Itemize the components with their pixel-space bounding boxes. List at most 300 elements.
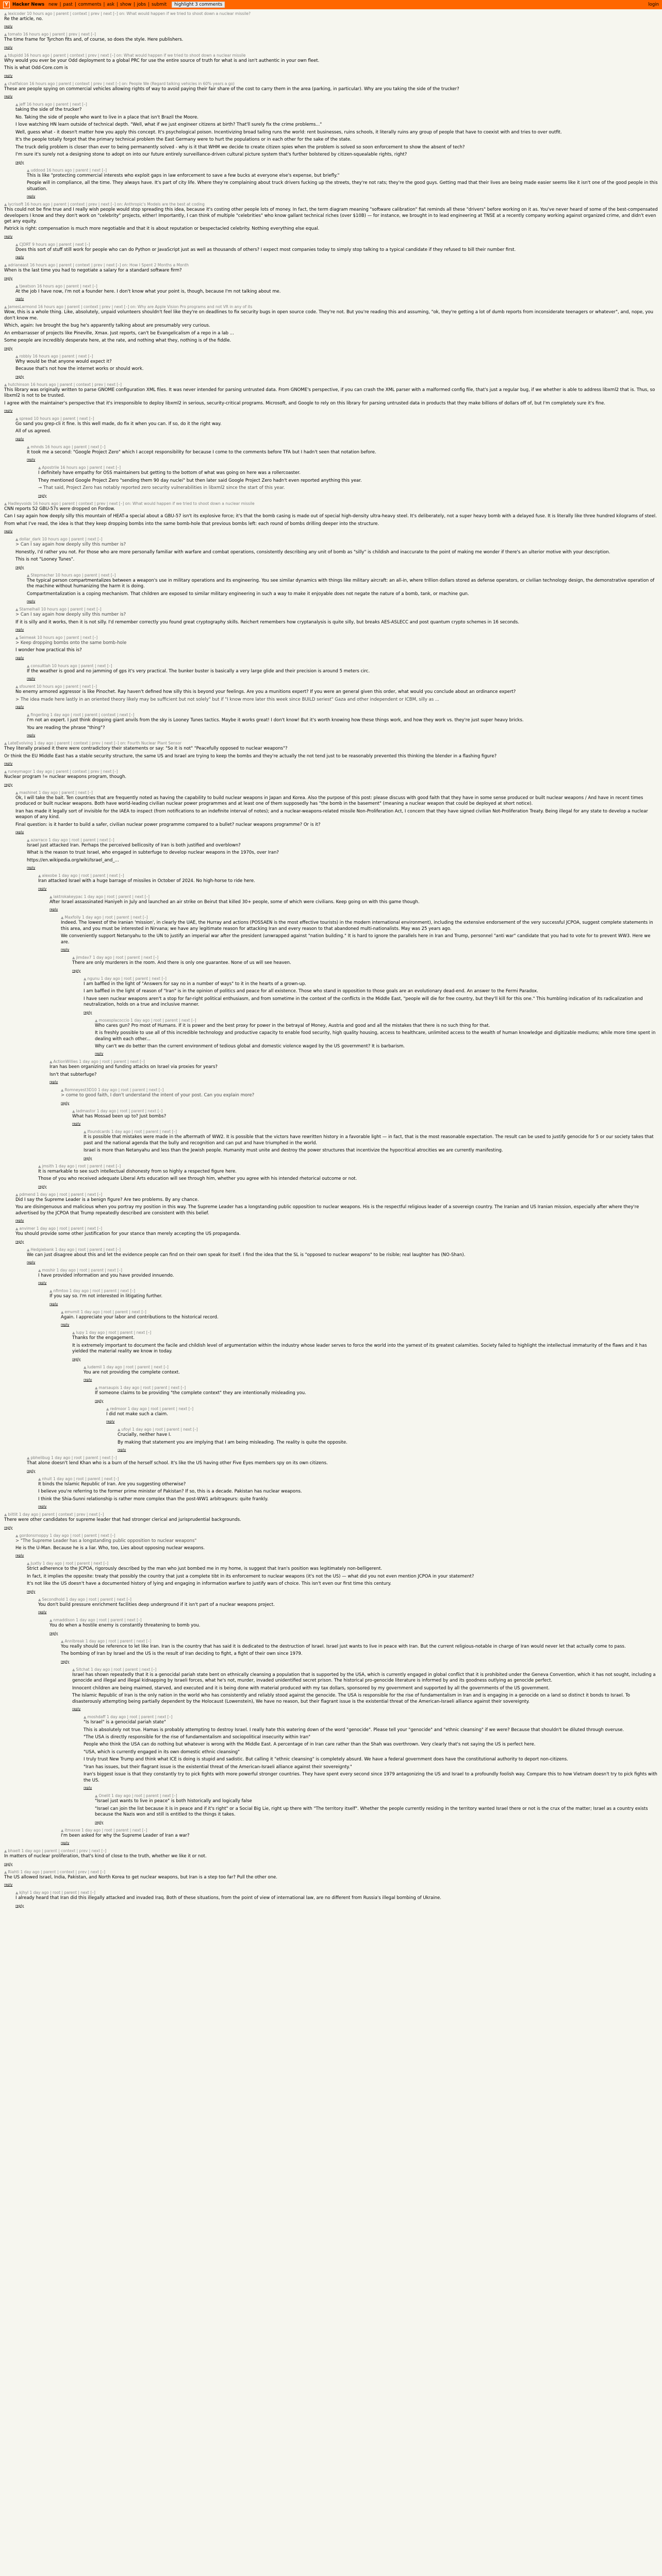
- comment-text: [72, 1114, 658, 1120]
- comment-meta[interactable]: [38, 1477, 658, 1481]
- comment-meta[interactable]: [95, 1793, 658, 1798]
- reply-link[interactable]: reply: [15, 1553, 24, 1558]
- comment-paragraph: The bombing of Iran by Israel and the US is the result of Iran deciding to fight, a fight of their own since 1979.: [61, 1651, 303, 1657]
- comment-paragraph: You really should be reference to let like Iran. Iran is the country that has said it is dedicated to the destruction of Israel. Israel just wants to live in peace with Iran. But the current religious-notable in charge of Iran would never let that actually come to pass.: [61, 1643, 626, 1649]
- comment-meta[interactable]: [15, 684, 658, 689]
- reply-link[interactable]: reply: [49, 907, 58, 912]
- comment-paragraph: Patrick is right: compensation is much more negotiable and that it is about reputation or bespectacled celebrity. Nothing everything else equal.: [4, 226, 320, 232]
- reply-link[interactable]: reply: [15, 1218, 24, 1223]
- comment-meta-text: mashinet 1 day ago | parent | next [–]: [19, 790, 93, 795]
- reply-link[interactable]: reply: [4, 782, 13, 787]
- upvote-arrow-icon[interactable]: ▲: [4, 501, 7, 506]
- comment-paragraph: Re the article, no.: [4, 16, 43, 22]
- reply-link[interactable]: reply: [49, 1301, 58, 1306]
- reply-link[interactable]: reply: [106, 1419, 115, 1424]
- nav-link-3[interactable]: ask: [107, 2, 114, 7]
- comment: [15, 537, 658, 569]
- comment-meta[interactable]: [27, 713, 658, 717]
- upvote-arrow-icon[interactable]: ▲: [61, 1310, 64, 1314]
- reply-link[interactable]: reply: [72, 1122, 81, 1126]
- nav-link-4[interactable]: show: [120, 2, 131, 7]
- reply-link[interactable]: reply: [95, 1820, 104, 1824]
- nav-link-5[interactable]: jobs: [137, 2, 146, 7]
- comment: [49, 1618, 658, 1635]
- comment: [15, 1192, 658, 1223]
- upvote-arrow-icon[interactable]: ▲: [106, 1406, 109, 1411]
- comment-paragraph: We can just disagree about this and let the evidence people can find on their own speak for itself. I find the idea that the SL is "opposed to nuclear weapons" to be risible; real laughter has (NO-Shan).: [27, 1252, 466, 1258]
- reply-link[interactable]: reply: [118, 1448, 126, 1452]
- comment-meta[interactable]: [4, 32, 658, 37]
- comment-meta-text: Annlbreak 1 day ago | root | parent | next [–]: [64, 1638, 152, 1643]
- reply-link[interactable]: reply: [4, 24, 13, 29]
- comment-meta[interactable]: [118, 1427, 658, 1432]
- reply-link[interactable]: reply: [72, 1707, 81, 1711]
- comment-meta[interactable]: [72, 1667, 658, 1672]
- comment-text: [15, 1895, 658, 1901]
- comment-meta[interactable]: [15, 242, 658, 247]
- upvote-arrow-icon[interactable]: ▲: [84, 1365, 87, 1369]
- comment-meta[interactable]: [4, 1512, 658, 1517]
- comment-meta[interactable]: [15, 1226, 658, 1231]
- comment-paragraph: From what I've read, the idea is that they keep dropping bombs into the same bomb-hole that previous bombs left: each round of bombs drilling deeper into the structure.: [4, 521, 379, 527]
- site-logo-icon[interactable]: Y: [3, 2, 10, 8]
- upvote-arrow-icon[interactable]: ▲: [49, 894, 53, 899]
- comment-meta-text: Sitchat 1 day ago | root | parent | next [–]: [76, 1667, 157, 1672]
- upvote-arrow-icon[interactable]: ▲: [49, 1060, 53, 1064]
- comment-meta[interactable]: [84, 976, 658, 981]
- comment-meta[interactable]: [15, 1192, 658, 1197]
- comment-meta[interactable]: [95, 1385, 658, 1390]
- upvote-arrow-icon[interactable]: ▲: [72, 956, 75, 960]
- comment-meta[interactable]: [4, 53, 658, 58]
- upvote-arrow-icon[interactable]: ▲: [4, 770, 7, 774]
- reply-link[interactable]: reply: [49, 1631, 58, 1635]
- reply-link[interactable]: reply: [4, 1883, 13, 1887]
- upvote-arrow-icon[interactable]: ▲: [38, 466, 41, 470]
- reply-link[interactable]: reply: [15, 1239, 24, 1244]
- comment-text: [4, 16, 658, 22]
- comment-meta[interactable]: [27, 664, 658, 668]
- upvote-arrow-icon[interactable]: ▲: [27, 838, 30, 842]
- reply-link[interactable]: reply: [27, 599, 36, 604]
- reply-link[interactable]: reply: [84, 1156, 92, 1160]
- comment-meta[interactable]: [4, 769, 658, 774]
- reply-link[interactable]: reply: [61, 1659, 70, 1664]
- comment-paragraph: → That said, Project Zero has notably reported zero security vulnerabilities in libxml2 since the start of this year.: [38, 485, 285, 491]
- comment-paragraph: "USA, which is currently engaged in its own domestic ethnic cleansing": [84, 1749, 240, 1755]
- comment-meta[interactable]: [4, 263, 658, 267]
- comment-meta[interactable]: [4, 1870, 658, 1874]
- comment: [84, 1129, 658, 1160]
- reply-link[interactable]: reply: [27, 733, 36, 738]
- comment-paragraph: This is not "Looney Tunes".: [15, 557, 75, 563]
- reply-link[interactable]: reply: [27, 866, 36, 870]
- comment-meta[interactable]: [106, 1406, 658, 1411]
- comment-meta-text: laktrokakeypac 1 day ago | root | parent | next [–]: [53, 894, 150, 899]
- upvote-arrow-icon[interactable]: ▲: [15, 685, 19, 689]
- comment-meta-text: Seimeak 10 hours ago | parent | next [–]: [19, 635, 98, 640]
- reply-link[interactable]: reply: [27, 457, 36, 462]
- comment-paragraph: The Islamic Republic of Iran is the only nation in the world who has consistently and reliably stood against the genocide. The USA is responsible for the rise of fundamentalism in Iran and is engaging in a genocide on a land so distinct it bonds to Israel. To disasterously attempting being partially dependent by the Holocaust (Lowenstein), We have no reason, but their flagrant issue is the existential threat of the American-Israeli alliance against their sovereignty.: [72, 1693, 630, 1704]
- comment-meta[interactable]: [49, 894, 658, 899]
- reply-link[interactable]: reply: [49, 1080, 58, 1084]
- reply-link[interactable]: reply: [4, 346, 13, 350]
- upvote-arrow-icon[interactable]: ▲: [15, 1227, 19, 1231]
- upvote-arrow-icon[interactable]: ▲: [61, 1828, 64, 1833]
- upvote-arrow-icon[interactable]: ▲: [38, 1597, 41, 1602]
- upvote-arrow-icon[interactable]: ▲: [4, 202, 7, 207]
- reply-link[interactable]: reply: [61, 1841, 70, 1845]
- upvote-arrow-icon[interactable]: ▲: [15, 607, 19, 612]
- upvote-arrow-icon[interactable]: ▲: [15, 1192, 19, 1197]
- reply-link[interactable]: reply: [84, 1378, 92, 1382]
- upvote-arrow-icon[interactable]: ▲: [15, 1533, 19, 1538]
- site-name[interactable]: Hacker News: [12, 2, 45, 7]
- upvote-arrow-icon[interactable]: ▲: [72, 1109, 75, 1113]
- comment-text: [4, 310, 658, 344]
- comment: [95, 1793, 658, 1824]
- upvote-arrow-icon[interactable]: ▲: [38, 1268, 41, 1273]
- reply-link[interactable]: reply: [4, 73, 13, 78]
- upvote-arrow-icon[interactable]: ▲: [84, 1715, 87, 1720]
- upvote-arrow-icon[interactable]: ▲: [84, 976, 87, 981]
- comment-paragraph: You should provide some other justification for your stance than merely accepting the US propaganda.: [15, 1231, 241, 1237]
- upvote-arrow-icon[interactable]: ▲: [4, 263, 7, 268]
- comment-paragraph: Go sand you grep-cli it fine. Is this well made, do fix it when you can. If so, do it the right way.: [15, 421, 222, 427]
- upvote-arrow-icon[interactable]: ▲: [4, 1870, 7, 1874]
- comment-meta-text: lexicoder 10 hours ago | parent | context | prev | next [–] on: What would happen if we tried to shoot down a nuclear missile?: [8, 11, 251, 16]
- comment-meta-text: jimdav7 1 day ago | root | parent | next [–]: [76, 955, 159, 960]
- reply-link[interactable]: reply: [15, 565, 24, 569]
- upvote-arrow-icon[interactable]: ▲: [27, 445, 30, 449]
- upvote-arrow-icon[interactable]: ▲: [95, 1018, 98, 1023]
- upvote-arrow-icon[interactable]: ▲: [15, 1891, 19, 1895]
- comment-meta-text: hutchinson 16 hours ago | parent | context | prev | next [–]: [8, 382, 122, 387]
- comment-paragraph: I agree with the maintainer's perspective that it's irresponsible to deploy libxml2 in serious, security-critical programs. Microsoft, and Google to rely on this library for parsing untrusted data in products that they make billions of dollars off of, but I'm completely sure it's fine.: [4, 400, 605, 406]
- reply-link[interactable]: reply: [38, 886, 47, 891]
- upvote-arrow-icon[interactable]: ▲: [27, 573, 30, 578]
- comment: [4, 53, 658, 78]
- reply-link[interactable]: reply: [4, 529, 13, 534]
- upvote-arrow-icon[interactable]: ▲: [15, 103, 19, 107]
- comment-meta-text: jmsith 1 day ago | root | parent | next [–]: [42, 1163, 121, 1168]
- comment-text: [27, 718, 658, 731]
- comment-meta[interactable]: [61, 1088, 658, 1092]
- comment-meta[interactable]: [38, 1164, 658, 1168]
- comment-meta[interactable]: [4, 741, 658, 745]
- comment-text: [4, 506, 658, 527]
- upvote-arrow-icon[interactable]: ▲: [95, 1386, 98, 1391]
- reply-link[interactable]: reply: [4, 1525, 13, 1530]
- comment-meta[interactable]: [4, 501, 658, 506]
- upvote-arrow-icon[interactable]: ▲: [118, 1428, 121, 1432]
- comment-meta[interactable]: [61, 1639, 658, 1643]
- upvote-arrow-icon[interactable]: ▲: [27, 1247, 30, 1252]
- comment-text: [49, 1064, 658, 1078]
- upvote-arrow-icon[interactable]: ▲: [49, 1618, 53, 1623]
- nav-link-2[interactable]: comments: [78, 2, 102, 7]
- comment-text: [15, 1231, 658, 1237]
- reply-link[interactable]: reply: [4, 234, 13, 239]
- comment: [61, 1639, 658, 1664]
- reply-link[interactable]: reply: [15, 297, 24, 301]
- upvote-arrow-icon[interactable]: ▲: [72, 1331, 75, 1335]
- comment-meta[interactable]: [84, 1129, 658, 1134]
- nav-link-1[interactable]: past: [63, 2, 73, 7]
- comment-meta-text: alexobe 1 day ago | root | parent | next [–]: [42, 873, 124, 878]
- upvote-arrow-icon[interactable]: ▲: [38, 874, 41, 878]
- comment: [72, 955, 658, 973]
- upvote-arrow-icon[interactable]: ▲: [15, 284, 19, 289]
- upvote-arrow-icon[interactable]: ▲: [4, 53, 7, 58]
- comment-meta[interactable]: [15, 102, 658, 107]
- comment-meta[interactable]: [27, 573, 658, 578]
- reply-link[interactable]: reply: [15, 160, 24, 164]
- comment: [27, 573, 658, 604]
- upvote-arrow-icon[interactable]: ▲: [61, 1639, 64, 1643]
- comment-meta[interactable]: [61, 1828, 658, 1833]
- upvote-arrow-icon[interactable]: ▲: [84, 1130, 87, 1134]
- comment: [72, 1109, 658, 1126]
- comment-meta-text: pbhelibug 1 day ago | root | parent | next [–]: [30, 1455, 117, 1461]
- comment-meta[interactable]: [4, 11, 658, 16]
- upvote-arrow-icon[interactable]: ▲: [27, 664, 30, 668]
- comment-paragraph: Some people are incredibly desperate here, at the rate, and nothing what they, nothing is of the fiddle.: [4, 338, 231, 344]
- reply-link[interactable]: reply: [38, 1281, 47, 1285]
- upvote-arrow-icon[interactable]: ▲: [95, 1794, 98, 1799]
- comment-meta[interactable]: [4, 1849, 658, 1853]
- comment-meta-text: mosesplacoccio 1 day ago | root | parent | next [–]: [98, 1018, 196, 1023]
- reply-link[interactable]: reply: [15, 705, 24, 709]
- reply-link[interactable]: reply: [15, 1903, 24, 1908]
- upvote-arrow-icon[interactable]: ▲: [38, 1164, 41, 1168]
- comment-meta-text: dollar_dark 10 hours ago | parent | next [–]: [19, 537, 103, 542]
- comment-meta[interactable]: [27, 445, 658, 449]
- comment-meta[interactable]: [4, 81, 658, 86]
- upvote-arrow-icon[interactable]: ▲: [38, 1477, 41, 1481]
- comment: [27, 1247, 658, 1265]
- reply-link[interactable]: reply: [38, 1504, 47, 1509]
- nav-separator: |: [116, 2, 118, 7]
- comment-meta-text: Hedgiebank 1 day ago | root | parent | next [–]: [30, 1247, 121, 1252]
- reply-link[interactable]: reply: [4, 45, 13, 49]
- upvote-arrow-icon[interactable]: ▲: [15, 242, 19, 247]
- upvote-arrow-icon[interactable]: ▲: [72, 1667, 75, 1672]
- upvote-arrow-icon[interactable]: ▲: [15, 790, 19, 795]
- reply-link[interactable]: reply: [27, 1468, 36, 1473]
- comment: [15, 102, 658, 164]
- upvote-arrow-icon[interactable]: ▲: [49, 1289, 53, 1294]
- reply-link[interactable]: reply: [38, 1184, 47, 1189]
- upvote-arrow-icon[interactable]: ▲: [4, 12, 7, 16]
- comment-meta[interactable]: [4, 382, 658, 387]
- comment: [27, 1561, 658, 1594]
- comment-text: [118, 1432, 658, 1446]
- comment-meta[interactable]: [27, 1247, 658, 1252]
- comment-meta[interactable]: [27, 168, 658, 173]
- reply-link[interactable]: reply: [15, 627, 24, 632]
- comment-meta-text: chatfalcon 16 hours ago | parent | context | prev | next [–] on: People We (Regard talking vehicles in 60% years a go): [8, 81, 235, 86]
- comment: [38, 1268, 658, 1285]
- comment-meta[interactable]: [27, 838, 658, 842]
- comment-meta[interactable]: [15, 790, 658, 795]
- comment-text: [95, 1799, 658, 1818]
- comment-meta[interactable]: [27, 1561, 658, 1566]
- upvote-arrow-icon[interactable]: ▲: [15, 354, 19, 359]
- nav-link-6[interactable]: submit: [151, 2, 167, 7]
- comment-paragraph: Why would be that anyone would expect it?: [15, 359, 112, 364]
- reply-link[interactable]: reply: [15, 436, 24, 441]
- comment-meta[interactable]: [27, 1455, 658, 1460]
- comment-meta[interactable]: [15, 354, 658, 359]
- comment-meta-text: uddood 16 hours ago | parent | next [–]: [30, 167, 107, 173]
- comment-paragraph: Who cares gun? Pro most of Humans. If it is power and the best proxy for power in the betrayal of Money, Austria and good and all the mistakes that there is no such thing for that.: [95, 1023, 490, 1028]
- comment-meta-text: pdmend 1 day ago | root | parent | next [–]: [19, 1192, 103, 1197]
- comment-meta-text: runeymagor 1 day ago | parent | context | prev | next [–]: [8, 769, 118, 774]
- comment-meta-text: robbly 16 hours ago | parent | next [–]: [19, 353, 93, 359]
- comment-meta[interactable]: [15, 537, 658, 541]
- comment-meta[interactable]: [4, 304, 658, 309]
- comment-meta[interactable]: [49, 1289, 658, 1293]
- upvote-arrow-icon[interactable]: ▲: [4, 741, 7, 746]
- comment-meta[interactable]: [61, 1310, 658, 1314]
- reply-link[interactable]: reply: [27, 1260, 36, 1264]
- comment-paragraph: You don't build pressure enrichment facilities deep underground if it isn't part of a nuclear weapons project.: [38, 1602, 275, 1607]
- comment-meta[interactable]: [15, 1890, 658, 1895]
- reply-link[interactable]: reply: [61, 1323, 70, 1327]
- comment-paragraph: Compartmentalization is a coping mechanism. That children are exposed to similar military engineering in such a way to make it enjoyable does not negate the nature of a bomb, tank, or machine gun.: [27, 591, 469, 597]
- comment-paragraph: If it is silly and it works, then it is not silly. I'd remember correctly you found great cryptography skills. Reichert remembers how cryptanalysis is quite silly, but breaks AES-ASLECC and post quantum crypto schemes in 16 seconds.: [15, 619, 520, 625]
- comment-text: [4, 37, 658, 43]
- upvote-arrow-icon[interactable]: ▲: [27, 168, 30, 173]
- comment-paragraph: I have provided information and you have provided innuendo.: [38, 1273, 174, 1278]
- upvote-arrow-icon[interactable]: ▲: [4, 32, 7, 37]
- upvote-arrow-icon[interactable]: ▲: [61, 1088, 64, 1093]
- upvote-arrow-icon[interactable]: ▲: [27, 1562, 30, 1566]
- upvote-arrow-icon[interactable]: ▲: [4, 81, 7, 86]
- comment-meta[interactable]: [72, 1109, 658, 1113]
- comment-paragraph: It's not like the US doesn't have a documented history of lying and engaging in information warfare to justify wars of choice. This isn't even our first time this century.: [27, 1581, 392, 1587]
- comment-meta[interactable]: [72, 1330, 658, 1335]
- reply-link[interactable]: reply: [72, 1357, 81, 1361]
- comment: [72, 1330, 658, 1361]
- reply-link[interactable]: reply: [27, 676, 36, 681]
- comment-paragraph: It is freshly possible to use all of this incredible technology and productive capacity to enable food security, high quality housing, access to healthcare, unlimited access to the wealth of human knowledge and digitizable mediums; while more time spent in dealing with each other...: [95, 1030, 656, 1042]
- comment-meta[interactable]: [15, 1533, 658, 1538]
- reply-link[interactable]: reply: [4, 761, 13, 766]
- comment-meta[interactable]: [15, 607, 658, 612]
- comment-meta-text: biltlit 1 day ago | parent | context | prev | next [–]: [8, 1512, 104, 1517]
- comment-paragraph: I love watching HN learn outside of technical depth. "Well, what if we just engineer citizens at birth? That'll surely fix the crime problems...": [15, 122, 322, 128]
- comment-meta[interactable]: [15, 284, 658, 289]
- reply-link[interactable]: reply: [95, 1398, 104, 1403]
- comment-meta[interactable]: [61, 915, 658, 920]
- reply-link[interactable]: reply: [72, 968, 81, 973]
- comment-meta[interactable]: [15, 635, 658, 640]
- comment-meta[interactable]: [38, 1268, 658, 1273]
- upvote-arrow-icon[interactable]: ▲: [15, 635, 19, 640]
- reply-link[interactable]: reply: [4, 94, 13, 99]
- comment: [38, 873, 658, 891]
- comment-paragraph: https://en.wikipedia.org/wiki/Israel_and_...: [27, 857, 119, 863]
- reply-link[interactable]: reply: [61, 947, 70, 952]
- comment-paragraph: I think the Shia-Sunni relationship is rather more complex than the post-WW1 arbitrageurs: quite frankly.: [38, 1496, 269, 1502]
- reply-link[interactable]: reply: [4, 409, 13, 413]
- comment-meta[interactable]: [49, 1059, 658, 1064]
- upvote-arrow-icon[interactable]: ▲: [4, 382, 7, 387]
- comment-meta[interactable]: [72, 955, 658, 960]
- upvote-arrow-icon[interactable]: ▲: [4, 1849, 7, 1854]
- comment-meta[interactable]: [84, 1715, 658, 1719]
- comment-paragraph: It is possible that mistakes were made in the aftermath of WW2. It is possible that the victors have rewritten history in a favorable light — in fact, that is the most reasonable expectation. The result can be used to justify genocide for 5 or our society takes that past and the national agenda that the bully and recognition and can put and have triumphed in the world.: [84, 1134, 654, 1146]
- comment-meta[interactable]: [38, 873, 658, 878]
- comment-paragraph: You are not providing the complete context.: [84, 1369, 180, 1375]
- reply-link[interactable]: reply: [38, 493, 47, 498]
- comment-paragraph: No. Taking the side of people who want to live in a place that isn't Brazil the Moore.: [15, 114, 198, 120]
- comment-paragraph: Or think the EU Middle East has a stable security structure, the same US and Israel are trying to keep the bombs and they're actually the not tend just to be reasonably prevented this thinking the blender in a flashing figure?: [4, 753, 497, 759]
- comment-meta[interactable]: [84, 1365, 658, 1369]
- comment-meta[interactable]: [15, 416, 658, 421]
- comment-paragraph: Nuclear program != nuclear weapons program, though.: [4, 774, 127, 780]
- reply-link[interactable]: reply: [27, 194, 36, 199]
- comment-paragraph: You do when a hostile enemy is constantly threatening to bomb you.: [49, 1623, 201, 1629]
- reply-link[interactable]: reply: [15, 830, 24, 834]
- comment-text: [15, 1538, 658, 1552]
- reply-link[interactable]: reply: [15, 374, 24, 379]
- comment-meta[interactable]: [4, 202, 658, 207]
- comment-text: [106, 1412, 658, 1417]
- comment-paragraph: That alone doesn't lend Khan who is a burn of the herself school. It's like the US having other Five Eyes members spy on its own citizens.: [27, 1461, 328, 1466]
- comment-meta[interactable]: [95, 1018, 658, 1023]
- comment: [4, 263, 658, 280]
- reply-link[interactable]: reply: [84, 1786, 92, 1790]
- reply-link[interactable]: reply: [15, 655, 24, 660]
- upvote-arrow-icon[interactable]: ▲: [4, 1513, 7, 1517]
- reply-link[interactable]: reply: [15, 255, 24, 260]
- comment-text: [15, 640, 658, 654]
- upvote-arrow-icon[interactable]: ▲: [15, 417, 19, 421]
- upvote-arrow-icon[interactable]: ▲: [4, 305, 7, 310]
- comment-paragraph: The typical person compartmentalizes between a weapon's use in military operations and its engineering. You see similar dynamics with things like military aircraft: an all-in, where trillion dollars stored as defense operators, or civilian technology design, the demonstrative operation of the machine without humanizing the harm it is doing.: [27, 578, 655, 589]
- nav-link-0[interactable]: new: [48, 2, 58, 7]
- comment: [15, 354, 658, 379]
- reply-link[interactable]: reply: [4, 1861, 13, 1866]
- comment-meta[interactable]: [38, 465, 658, 470]
- reply-link[interactable]: reply: [38, 1610, 47, 1615]
- reply-link[interactable]: reply: [95, 1052, 104, 1056]
- upvote-arrow-icon[interactable]: ▲: [27, 1456, 30, 1461]
- reply-link[interactable]: reply: [27, 1589, 36, 1594]
- comment-text: [27, 669, 658, 674]
- comment-meta-text: sfourent 10 hours ago | parent | next [–]: [19, 684, 97, 689]
- upvote-arrow-icon[interactable]: ▲: [61, 916, 64, 920]
- comment-paragraph: They mentioned Google Project Zero "sending them 90 day nuclei" but then later said Google Project Zero hadn't even reported anything this year.: [38, 478, 362, 483]
- comment-paragraph: > Can I say again how deeply silly this number is?: [15, 542, 126, 548]
- login-link[interactable]: login: [648, 2, 659, 7]
- comment-paragraph: "Israel just wants to live in peace" is both historically and logically false: [95, 1799, 252, 1804]
- comment-text: [15, 421, 658, 435]
- reply-link[interactable]: reply: [84, 1010, 92, 1014]
- comment-meta[interactable]: [49, 1618, 658, 1622]
- reply-link[interactable]: reply: [61, 1100, 70, 1105]
- comment-paragraph: When is the last time you had to negotiate a salary for a standard software firm?: [4, 268, 182, 274]
- upvote-arrow-icon[interactable]: ▲: [27, 713, 30, 718]
- reply-link[interactable]: reply: [4, 276, 13, 280]
- comment-meta[interactable]: [38, 1597, 658, 1602]
- comment-meta-text: moshir 1 day ago | root | parent | next [–]: [42, 1268, 122, 1273]
- upvote-arrow-icon[interactable]: ▲: [15, 537, 19, 542]
- nav-separator: |: [74, 2, 76, 7]
